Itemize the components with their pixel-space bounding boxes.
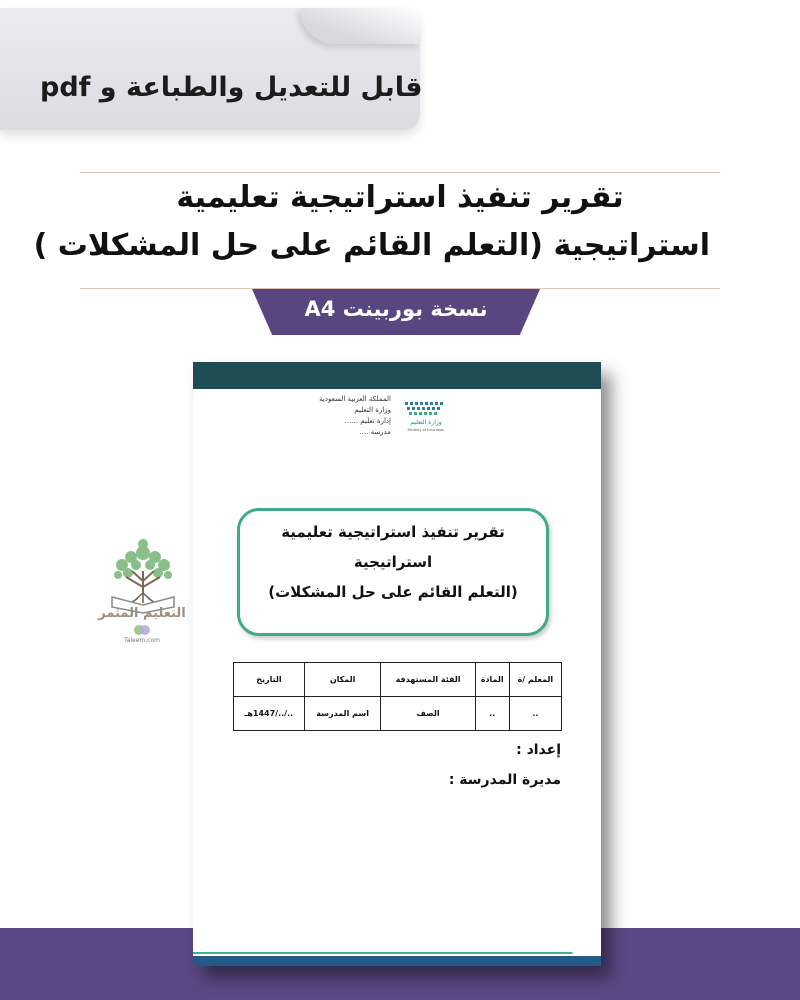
- side-logo-mark-icon: [133, 624, 151, 636]
- principal-label: مديرة المدرسة :: [448, 772, 561, 788]
- document-bottom-bar: [193, 956, 601, 966]
- box-line-3: (التعلم القائم على حل المشكلات): [268, 583, 518, 601]
- document-header: [319, 394, 391, 438]
- title-line-2: استراتيجية (التعلم القائم على حل المشكلات ): [33, 228, 710, 263]
- banner-curl: [300, 8, 420, 44]
- header-line: وزارة التعليم: [354, 406, 391, 414]
- document-bottom-accent: [193, 952, 573, 954]
- table-cell: الصف: [381, 697, 475, 731]
- table-header-cell: المكان: [304, 663, 381, 697]
- ministry-logo-icon: [401, 400, 451, 434]
- prepared-by-label: إعداد :: [516, 742, 561, 758]
- title-line-1: تقرير تنفيذ استراتيجية تعليمية: [176, 180, 624, 215]
- document-preview: [193, 362, 601, 966]
- table-row: [234, 663, 562, 697]
- table-cell: ../../1447هـ: [234, 697, 305, 731]
- table-cell: ..: [509, 697, 561, 731]
- document-top-bar: [193, 362, 601, 389]
- version-pill-text: نسخة بوربينت A4: [304, 297, 488, 321]
- box-line-2: استراتيجية: [353, 553, 433, 571]
- table-header-cell: الفئة المستهدفة: [381, 663, 475, 697]
- header-line: المملكة العربية السعودية: [319, 395, 391, 403]
- table-header-cell: التاريخ: [234, 663, 305, 697]
- box-line-1: تقرير تنفيذ استراتيجية تعليمية: [281, 523, 505, 541]
- banner-text: قابل للتعديل والطباعة و pdf: [40, 72, 423, 103]
- title-box: [237, 508, 549, 636]
- side-logo-site: Taleem.com: [124, 637, 160, 644]
- ministry-logo-subtext: Ministry of Education: [407, 428, 445, 432]
- table-cell: اسم المدرسة: [304, 697, 381, 731]
- table-cell: ..: [475, 697, 509, 731]
- title-top-rule: [80, 172, 720, 173]
- title-bottom-rule: [80, 288, 720, 289]
- table-row: [234, 697, 562, 731]
- ministry-logo-text: وزارة التعليم: [410, 419, 442, 426]
- header-line: مدرسة ....: [359, 428, 391, 436]
- side-logo-name: التعليم المثمر: [98, 606, 186, 621]
- header-line: إدارة تعليم ......: [344, 417, 391, 425]
- table-header-cell: المادة: [475, 663, 509, 697]
- info-table: [233, 662, 562, 731]
- banner: [0, 8, 420, 130]
- table-header-cell: المعلم /ة: [509, 663, 561, 697]
